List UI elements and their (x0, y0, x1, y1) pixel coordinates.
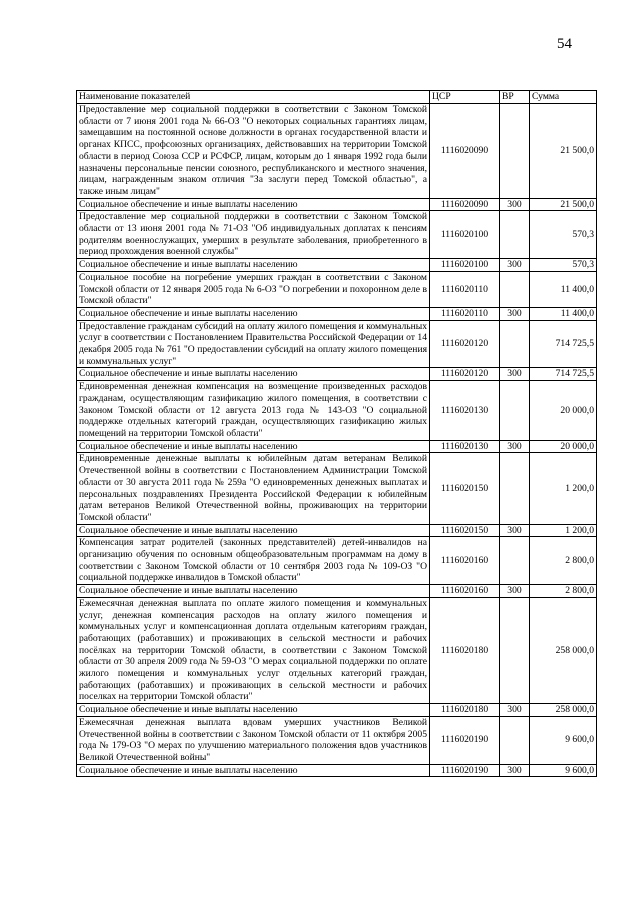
row-sum: 570,3 (530, 211, 597, 259)
row-sum: 714 725,5 (530, 368, 597, 381)
row-csr: 1116020180 (430, 597, 500, 703)
row-name: Единовременные денежные выплаты к юбилейным датам ветеранам Великой Отечественной войны в соответствии с Постановлением Администрации Томской области от 30 августа 2011 года № 259а "О единовременных денежных выплатах и персональных поздравлениях Президента Российской Федерации к юбилейным датам ветеранов Великой Отечественной войны, проживающих на территории Томской области" (77, 453, 430, 524)
row-csr: 1116020090 (430, 198, 500, 211)
row-name: Социальное обеспечение и иные выплаты населению (77, 764, 430, 777)
table-row (77, 764, 597, 777)
table-row (77, 704, 597, 717)
row-sum: 9 600,0 (530, 716, 597, 764)
row-vr (500, 271, 530, 307)
row-csr: 1116020190 (430, 764, 500, 777)
row-sum: 11 400,0 (530, 271, 597, 307)
row-sum: 20 000,0 (530, 440, 597, 453)
header-vr: ВР (500, 91, 530, 104)
row-vr: 300 (500, 368, 530, 381)
table-row (77, 597, 597, 703)
table-row (77, 453, 597, 524)
table-row (77, 259, 597, 272)
row-sum: 9 600,0 (530, 764, 597, 777)
row-vr (500, 211, 530, 259)
header-name: Наименование показателей (77, 91, 430, 104)
row-vr (500, 716, 530, 764)
row-vr: 300 (500, 704, 530, 717)
row-csr: 1116020150 (430, 524, 500, 537)
row-csr: 1116020090 (430, 104, 500, 199)
row-sum: 21 500,0 (530, 198, 597, 211)
row-vr (500, 453, 530, 524)
row-vr (500, 537, 530, 585)
table-row (77, 381, 597, 441)
row-sum: 570,3 (530, 259, 597, 272)
row-csr: 1116020130 (430, 381, 500, 441)
row-csr: 1116020120 (430, 368, 500, 381)
header-sum: Сумма (530, 91, 597, 104)
row-sum: 714 725,5 (530, 320, 597, 368)
row-vr: 300 (500, 307, 530, 320)
row-name: Предоставление мер социальной поддержки в соответствии с Законом Томской области от 13 июня 2001 года № 71-ОЗ "Об индивидуальных доплатах к пенсиям родителям военнослужащих, умерших в результате заболевания, приобретенного в период прохождения военной службы" (77, 211, 430, 259)
row-name: Единовременная денежная компенсация на возмещение произведенных расходов гражданам, осуществляющим газификацию жилого помещения, в соответствии с Законом Томской области от 12 августа 2013 года № 143-ОЗ "О социальной поддержке отдельных категорий граждан, осуществляющих газификацию жилых помещений на территории Томской области" (77, 381, 430, 441)
header-csr: ЦСР (430, 91, 500, 104)
row-csr: 1116020100 (430, 211, 500, 259)
table-header-row (77, 91, 597, 104)
table-row (77, 198, 597, 211)
row-csr: 1116020130 (430, 440, 500, 453)
row-vr (500, 320, 530, 368)
row-name: Ежемесячная денежная выплата по оплате жилого помещения и коммунальных услуг, денежная компенсация расходов на оплату жилого помещения и коммунальных услуг и компенсационная доплата отдельным категориям граждан, работающих (работавших) и проживающих в сельской местности и рабочих посёлках на территории Томской области, в соответствии с Законом Томской области от 30 апреля 2009 года № 59-ОЗ "О мерах социальной поддержки по оплате жилого помещения и коммунальных услуг отдельных категорий граждан, работающих (работавших) и проживающих в сельской местности и рабочих поселках на территории Томской области" (77, 597, 430, 703)
row-sum: 2 800,0 (530, 537, 597, 585)
row-csr: 1116020150 (430, 453, 500, 524)
row-sum: 20 000,0 (530, 381, 597, 441)
row-name: Ежемесячная денежная выплата вдовам умерших участников Великой Отечественной войны в соответствии с Законом Томской области от 11 октября 2005 года № 179-ОЗ "О мерах по улучшению материального положения вдов участников Великой Отечественной войны" (77, 716, 430, 764)
table-row (77, 585, 597, 598)
row-name: Предоставление мер социальной поддержки в соответствии с Законом Томской области от 7 июня 2001 года № 66-ОЗ "О некоторых социальных гарантиях лицам, замещавшим на постоянной основе должности в органах государственной власти и органах КПСС, профсоюзных организациях, действовавших на территории Томской области в период Союза ССР и РСФСР, лицам, которым до 1 января 1992 года были назначены персональные пенсии союзного, республиканского и местного значения, лицам, награжденным знаком отличия "За заслуги перед Томской областью", а также иным лицам" (77, 104, 430, 199)
row-sum: 1 200,0 (530, 524, 597, 537)
row-vr: 300 (500, 198, 530, 211)
row-sum: 2 800,0 (530, 585, 597, 598)
row-vr (500, 381, 530, 441)
row-name: Социальное обеспечение и иные выплаты населению (77, 307, 430, 320)
table-row (77, 211, 597, 259)
table-row (77, 271, 597, 307)
table-row (77, 104, 597, 199)
row-name: Социальное обеспечение и иные выплаты населению (77, 524, 430, 537)
row-csr: 1116020160 (430, 585, 500, 598)
row-name: Социальное пособие на погребение умерших граждан в соответствии с Законом Томской области от 12 января 2005 года № 6-ОЗ "О погребении и похоронном деле в Томской области" (77, 271, 430, 307)
row-vr: 300 (500, 585, 530, 598)
row-csr: 1116020180 (430, 704, 500, 717)
row-name: Социальное обеспечение и иные выплаты населению (77, 440, 430, 453)
table-row (77, 307, 597, 320)
row-name: Социальное обеспечение и иные выплаты населению (77, 259, 430, 272)
page-number: 54 (557, 36, 572, 52)
budget-table (76, 90, 597, 777)
table-row (77, 368, 597, 381)
row-name: Социальное обеспечение и иные выплаты населению (77, 704, 430, 717)
row-vr: 300 (500, 524, 530, 537)
row-csr: 1116020190 (430, 716, 500, 764)
table-body (77, 104, 597, 777)
row-vr: 300 (500, 259, 530, 272)
table-row (77, 320, 597, 368)
table-row (77, 440, 597, 453)
row-csr: 1116020120 (430, 320, 500, 368)
row-sum: 21 500,0 (530, 104, 597, 199)
row-csr: 1116020160 (430, 537, 500, 585)
row-sum: 11 400,0 (530, 307, 597, 320)
row-name: Социальное обеспечение и иные выплаты населению (77, 198, 430, 211)
row-csr: 1116020100 (430, 259, 500, 272)
table-row (77, 716, 597, 764)
row-vr: 300 (500, 764, 530, 777)
row-name: Компенсация затрат родителей (законных представителей) детей-инвалидов на организацию обучения по основным общеобразовательным программам на дому в соответствии с Законом Томской области от 10 сентября 2003 года № 109-ОЗ "О социальной поддержке инвалидов в Томской области" (77, 537, 430, 585)
row-name: Предоставление гражданам субсидий на оплату жилого помещения и коммунальных услуг в соответствии с Постановлением Правительства Российской Федерации от 14 декабря 2005 года № 761 "О предоставлении субсидий на оплату жилого помещения и коммунальных услуг" (77, 320, 430, 368)
row-csr: 1116020110 (430, 307, 500, 320)
row-csr: 1116020110 (430, 271, 500, 307)
row-name: Социальное обеспечение и иные выплаты населению (77, 585, 430, 598)
table-row (77, 524, 597, 537)
row-vr: 300 (500, 440, 530, 453)
row-name: Социальное обеспечение и иные выплаты населению (77, 368, 430, 381)
row-vr (500, 104, 530, 199)
row-sum: 258 000,0 (530, 704, 597, 717)
row-sum: 1 200,0 (530, 453, 597, 524)
row-vr (500, 597, 530, 703)
table-row (77, 537, 597, 585)
row-sum: 258 000,0 (530, 597, 597, 703)
